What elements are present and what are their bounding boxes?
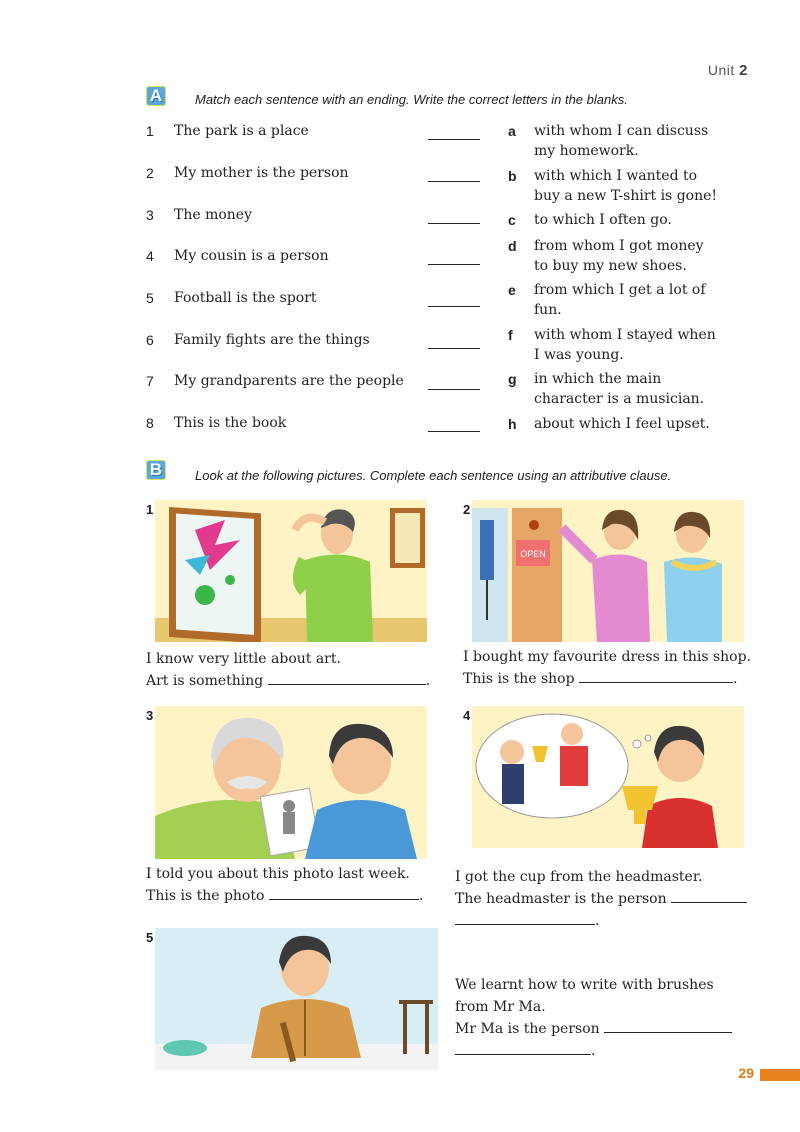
picture-5-answer-blank-1[interactable] [604,1018,732,1033]
picture-5-prompt: Mr Ma is the person [455,1021,600,1037]
page-number-bar [760,1069,800,1081]
ending-line-1: about which I feel upset. [534,416,710,432]
ending-letter: f [508,327,513,343]
ending-line-1: to which I often go. [534,212,672,228]
ending-letter: c [508,212,516,228]
ending-text [534,280,734,320]
picture-1-prompt: Art is something [146,673,264,689]
picture-4-caption [455,866,747,932]
picture-3-sentence: I told you about this photo last week. [146,866,410,882]
question-text: This is the book [174,415,287,431]
picture-1-boy-at-art [155,500,427,642]
section-b-instruction: Look at the following pictures. Complete each sentence using an attributive clause. [195,468,672,483]
question-number: 6 [146,332,154,348]
picture-2-sentence: I bought my favourite dress in this shop. [463,649,751,665]
question-number: 5 [146,290,154,306]
ending-line-1: in which the main [534,371,662,387]
answer-blank[interactable] [428,181,480,182]
picture-1-sentence: I know very little about art. [146,651,341,667]
ending-letter: b [508,168,517,184]
picture-5-period: . [591,1043,596,1059]
picture-1-caption [146,648,430,692]
picture-2-prompt: This is the shop [463,671,575,687]
answer-blank[interactable] [428,348,480,349]
picture-5-answer-blank-2[interactable] [455,1040,591,1055]
ending-line-2: fun. [534,302,562,318]
picture-3-prompt: This is the photo [146,888,265,904]
picture-4-number: 4 [463,708,471,723]
question-text: Family fights are the things [174,332,370,348]
ending-letter: h [508,416,517,432]
ending-line-1: from whom I got money [534,238,704,254]
answer-blank[interactable] [428,264,480,265]
ending-letter: d [508,238,517,254]
picture-2-caption [463,646,751,690]
ending-line-1: from which I get a lot of [534,282,706,298]
ending-line-1: with whom I stayed when [534,327,716,343]
question-text: My grandparents are the people [174,373,404,389]
picture-5-number: 5 [146,930,154,945]
ending-line-2: to buy my new shoes. [534,258,687,274]
question-text: My mother is the person [174,165,349,181]
picture-2-shop [472,500,744,642]
ending-text [534,236,734,276]
question-text: The money [174,207,253,223]
picture-3-answer-blank[interactable] [269,885,419,900]
unit-word: Unit [707,62,735,78]
question-text: The park is a place [174,123,309,139]
picture-3-period: . [418,888,424,904]
picture-3-caption [146,863,423,907]
picture-1-number: 1 [146,502,154,517]
picture-5-sentence-cont: from Mr Ma. [455,999,546,1015]
picture-4-period: . [595,913,600,929]
shop-open-sign: OPEN [520,549,546,559]
section-a-instruction: Match each sentence with an ending. Write the correct letters in the blanks. [195,92,628,107]
answer-blank[interactable] [428,223,480,224]
ending-text [534,325,734,365]
ending-text [534,166,734,206]
ending-letter: g [508,371,517,387]
answer-blank[interactable] [428,431,480,432]
picture-4-answer-blank-2[interactable] [455,910,595,925]
answer-blank[interactable] [428,389,480,390]
question-number: 4 [146,248,154,264]
question-text: Football is the sport [174,290,317,306]
ending-line-1: with which I wanted to [534,168,698,184]
picture-4-answer-blank-1[interactable] [671,888,747,903]
section-b-badge: B [146,460,166,480]
answer-blank[interactable] [428,139,480,140]
question-number: 3 [146,207,154,223]
ending-line-2: character is a musician. [534,391,705,407]
picture-4-sentence: I got the cup from the headmaster. [455,869,703,885]
unit-label [708,62,748,79]
picture-5-calligraphy [155,928,438,1070]
picture-2-number: 2 [463,502,471,517]
section-a-badge: A [146,86,166,106]
ending-text [534,210,734,230]
picture-3-photo [155,706,427,859]
ending-letter: a [508,123,516,139]
picture-2-period: . [733,671,738,687]
picture-5-sentence: We learnt how to write with brushes [455,977,714,993]
picture-3-number: 3 [146,708,154,723]
question-number: 7 [146,373,154,389]
ending-line-2: my homework. [534,143,639,159]
ending-text [534,121,734,161]
ending-line-2: buy a new T-shirt is gone! [534,188,718,204]
picture-4-prompt: The headmaster is the person [455,891,667,907]
question-number: 2 [146,165,154,181]
ending-line-1: with whom I can discuss [534,123,709,139]
unit-number: 2 [739,62,748,79]
ending-line-2: I was young. [534,347,624,363]
picture-1-answer-blank[interactable] [268,670,426,685]
ending-text [534,369,734,409]
ending-letter: e [508,282,516,298]
picture-2-answer-blank[interactable] [579,668,733,683]
ending-text [534,414,734,434]
question-text: My cousin is a person [174,248,329,264]
question-number: 8 [146,415,154,431]
picture-4-cup [472,706,744,848]
picture-1-period: . [425,673,431,689]
picture-5-caption [455,974,732,1062]
question-number: 1 [146,123,154,139]
answer-blank[interactable] [428,306,480,307]
page-number: 29 [738,1065,754,1081]
